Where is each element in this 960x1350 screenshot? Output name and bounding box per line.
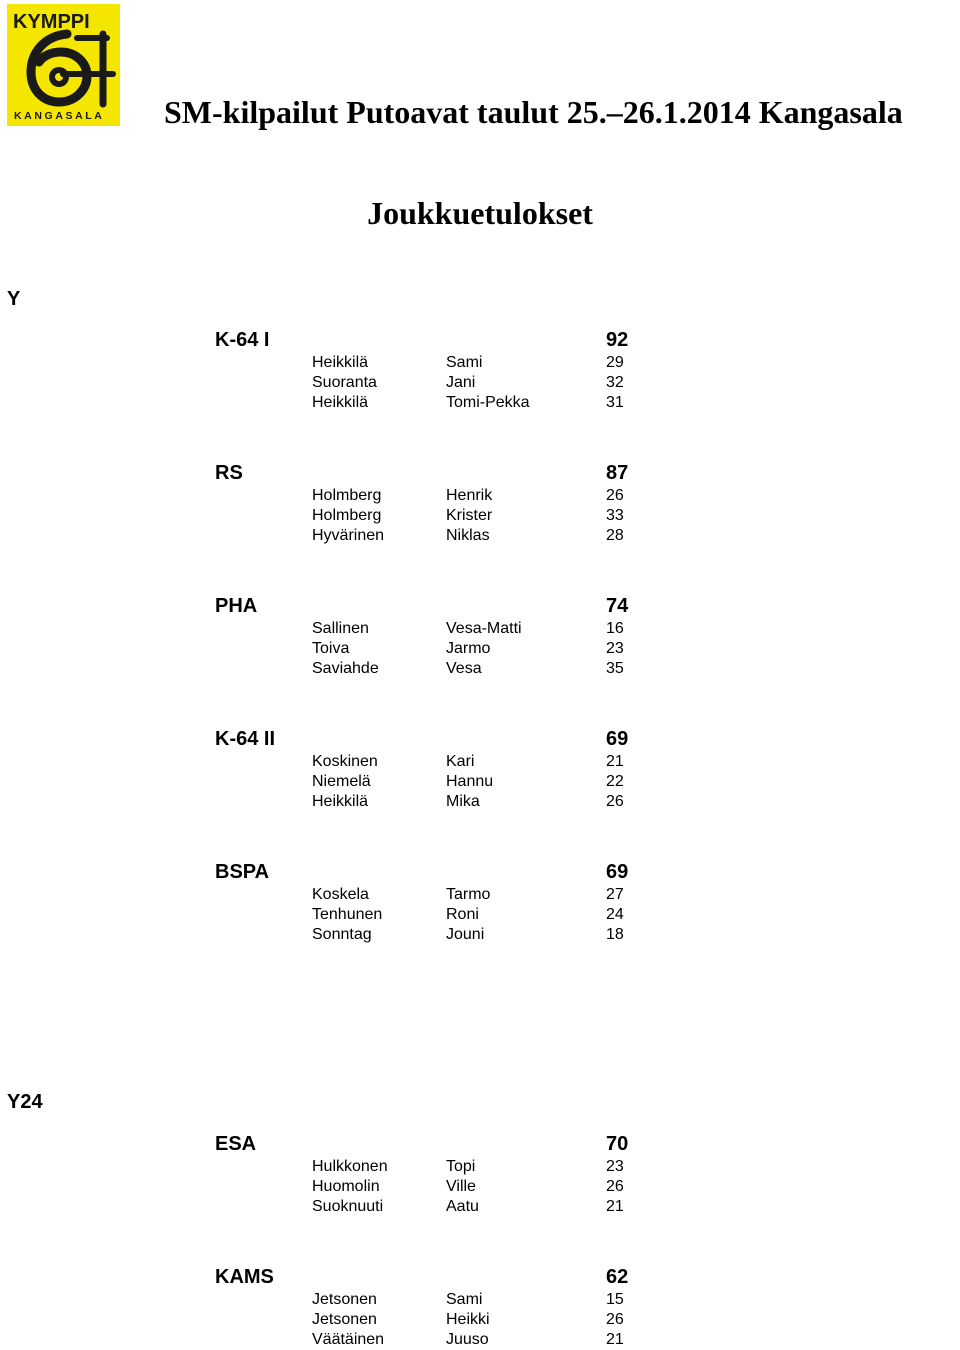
member-score: 23	[606, 640, 624, 657]
member-last-name: Holmberg	[312, 507, 382, 524]
member-row	[214, 619, 634, 639]
member-score: 22	[606, 773, 624, 790]
team-total: 92	[606, 329, 629, 351]
member-row	[214, 486, 634, 506]
team-total: 69	[606, 728, 629, 750]
member-score: 33	[606, 507, 624, 524]
member-row	[214, 639, 634, 659]
member-row	[214, 792, 634, 812]
team-name: PHA	[215, 595, 258, 617]
member-score: 26	[606, 487, 624, 504]
member-last-name: Toiva	[312, 640, 350, 657]
member-score: 16	[606, 620, 624, 637]
member-row	[214, 1330, 634, 1350]
member-score: 26	[606, 793, 624, 810]
member-first-name: Sami	[446, 1291, 483, 1308]
member-first-name: Jouni	[446, 926, 485, 943]
member-row	[214, 353, 634, 373]
team-total: 87	[606, 462, 629, 484]
member-last-name: Sonntag	[312, 926, 372, 943]
member-last-name: Hulkkonen	[312, 1158, 388, 1175]
member-first-name: Jani	[446, 374, 476, 391]
member-last-name: Heikkilä	[312, 354, 369, 371]
member-first-name: Niklas	[446, 527, 490, 544]
member-score: 21	[606, 1331, 624, 1348]
member-score: 27	[606, 886, 624, 903]
team-block	[214, 1132, 634, 1217]
member-last-name: Heikkilä	[312, 793, 369, 810]
member-first-name: Krister	[446, 507, 493, 524]
member-first-name: Jarmo	[446, 640, 491, 657]
member-row	[214, 925, 634, 945]
member-first-name: Henrik	[446, 487, 493, 504]
member-last-name: Huomolin	[312, 1178, 380, 1195]
member-score: 18	[606, 926, 624, 943]
member-score: 28	[606, 527, 624, 544]
team-header	[214, 594, 634, 618]
team-total: 69	[606, 861, 629, 883]
member-row	[214, 1290, 634, 1310]
member-last-name: Jetsonen	[312, 1291, 377, 1308]
member-last-name: Niemelä	[312, 773, 371, 790]
member-last-name: Väätäinen	[312, 1331, 385, 1348]
team-block	[214, 727, 634, 812]
member-score: 21	[606, 1198, 624, 1215]
category-heading: Y	[7, 288, 21, 310]
team-total: 70	[606, 1133, 629, 1155]
team-name: ESA	[215, 1133, 257, 1155]
member-score: 29	[606, 354, 624, 371]
team-header	[214, 1132, 634, 1156]
team-name: KAMS	[215, 1266, 274, 1288]
page-subtitle: Joukkuetulokset	[367, 195, 593, 231]
member-last-name: Koskinen	[312, 753, 378, 770]
member-row	[214, 885, 634, 905]
team-name: BSPA	[215, 861, 270, 883]
member-score: 35	[606, 660, 624, 677]
member-first-name: Mika	[446, 793, 480, 810]
team-total: 74	[606, 595, 629, 617]
member-row	[214, 659, 634, 679]
team-name: RS	[215, 462, 243, 484]
member-first-name: Tomi-Pekka	[446, 394, 530, 411]
member-first-name: Vesa	[446, 660, 482, 677]
member-first-name: Vesa-Matti	[446, 620, 522, 637]
member-row	[214, 905, 634, 925]
member-first-name: Topi	[446, 1158, 476, 1175]
team-header	[214, 727, 634, 751]
category-heading: Y24	[7, 1091, 43, 1113]
member-row	[214, 526, 634, 546]
member-last-name: Sallinen	[312, 620, 369, 637]
member-score: 26	[606, 1311, 624, 1328]
member-first-name: Tarmo	[446, 886, 491, 903]
member-score: 32	[606, 374, 624, 391]
team-header	[214, 328, 634, 352]
member-row	[214, 772, 634, 792]
team-block	[214, 328, 634, 413]
member-last-name: Jetsonen	[312, 1311, 377, 1328]
member-last-name: Suoknuuti	[312, 1198, 384, 1215]
member-last-name: Heikkilä	[312, 394, 369, 411]
member-row	[214, 373, 634, 393]
team-name: K-64 I	[215, 329, 270, 351]
member-last-name: Koskela	[312, 886, 369, 903]
member-first-name: Roni	[446, 906, 479, 923]
team-header	[214, 860, 634, 884]
logo-text-top: KYMPPI	[13, 11, 90, 33]
member-row	[214, 752, 634, 772]
club-logo	[7, 4, 120, 126]
member-first-name: Aatu	[446, 1198, 479, 1215]
member-score: 21	[606, 753, 624, 770]
member-score: 23	[606, 1158, 624, 1175]
member-score: 31	[606, 394, 624, 411]
kymppi-logo-graphic	[7, 4, 120, 126]
member-row	[214, 393, 634, 413]
member-score: 24	[606, 906, 624, 923]
team-name: K-64 II	[215, 728, 276, 750]
member-row	[214, 1157, 634, 1177]
team-block	[214, 1265, 634, 1350]
member-row	[214, 1177, 634, 1197]
member-first-name: Kari	[446, 753, 475, 770]
team-header	[214, 461, 634, 485]
member-row	[214, 506, 634, 526]
logo-text-bottom: KANGASALA	[14, 110, 105, 122]
member-last-name: Suoranta	[312, 374, 377, 391]
team-block	[214, 860, 634, 945]
member-first-name: Sami	[446, 354, 483, 371]
team-block	[214, 594, 634, 679]
member-last-name: Holmberg	[312, 487, 382, 504]
member-first-name: Juuso	[446, 1331, 489, 1348]
member-score: 15	[606, 1291, 624, 1308]
member-first-name: Hannu	[446, 773, 494, 790]
team-header	[214, 1265, 634, 1289]
member-last-name: Saviahde	[312, 660, 379, 677]
member-last-name: Hyvärinen	[312, 527, 385, 544]
team-block	[214, 461, 634, 546]
member-row	[214, 1310, 634, 1330]
member-score: 26	[606, 1178, 624, 1195]
team-total: 62	[606, 1266, 629, 1288]
member-first-name: Ville	[446, 1178, 476, 1195]
member-last-name: Tenhunen	[312, 906, 383, 923]
page-title: SM-kilpailut Putoavat taulut 25.–26.1.2014 Kangasala	[164, 94, 903, 130]
member-row	[214, 1197, 634, 1217]
member-first-name: Heikki	[446, 1311, 490, 1328]
